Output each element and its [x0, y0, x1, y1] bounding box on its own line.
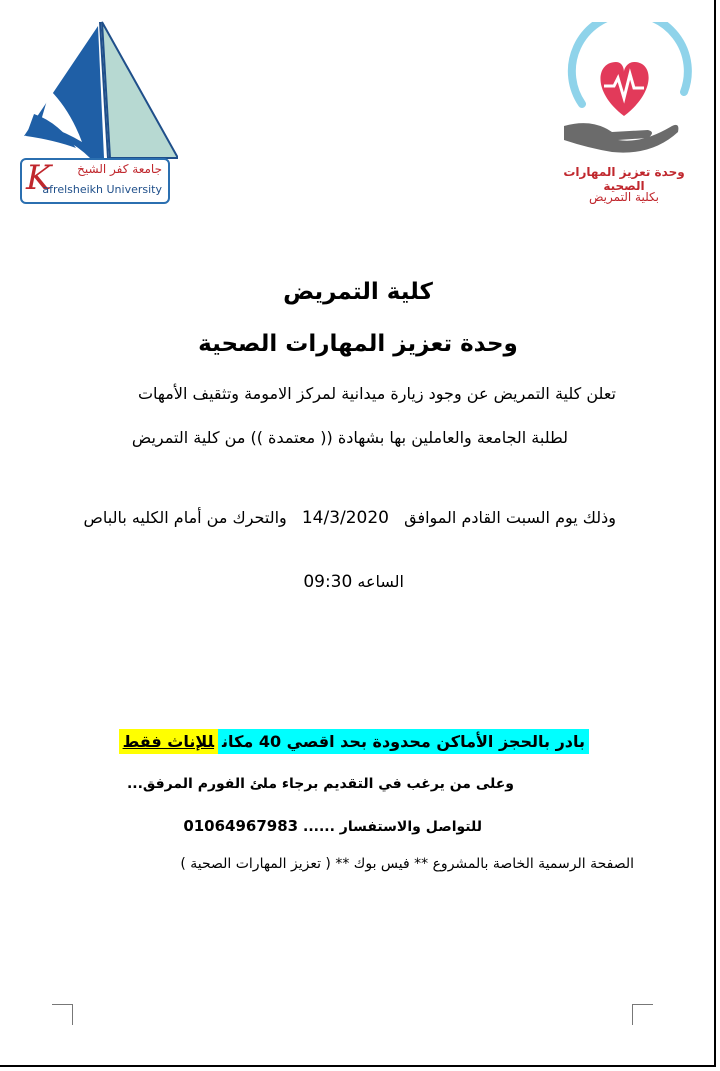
margin-corner-left — [52, 1004, 73, 1025]
heart-hand-icon — [552, 22, 696, 158]
page-title: كلية التمريض — [283, 279, 433, 305]
booking-note: للإناث فقط — [119, 729, 218, 754]
contact-label: للتواصل والاستفسار ...... — [303, 819, 482, 835]
unit-logo-title: وحدة تعزيز المهارات الصحية — [563, 165, 685, 193]
contact-line — [183, 817, 482, 835]
university-name-box — [20, 158, 170, 204]
university-english-name: afrelsheikh University — [42, 183, 162, 196]
unit-logo — [552, 22, 696, 212]
announcement-line-2: لطلبة الجامعة والعاملين بها بشهادة (( معتمدة )) من كلية التمريض — [131, 428, 568, 447]
schedule-line — [84, 508, 616, 528]
schedule-suffix: والتحرك من أمام الكليه بالباص — [83, 508, 287, 527]
time-line — [303, 572, 404, 592]
schedule-prefix: وذلك يوم السبت القادم الموافق — [404, 508, 616, 527]
schedule-date: 14/3/2020 — [301, 508, 389, 528]
university-logo — [10, 18, 178, 210]
university-k-letter: K — [26, 158, 52, 198]
official-page-text: الصفحة الرسمية الخاصة بالمشروع ** فيس بوك ** ( تعزيز المهارات الصحية ) — [180, 856, 634, 872]
time-value: 09:30 — [303, 572, 353, 592]
announcement-line-1: تعلن كلية التمريض عن وجود زيارة ميدانية لمركز الامومة وتثقيف الأمهات — [137, 384, 616, 403]
margin-corner-right — [632, 1004, 653, 1025]
contact-phone: 01064967983 — [183, 817, 299, 835]
booking-line — [119, 732, 589, 751]
sailboat-icon — [10, 18, 178, 168]
page-subtitle: وحدة تعزيز المهارات الصحية — [198, 331, 518, 357]
time-label: الساعه — [357, 572, 404, 591]
apply-text: وعلى من يرغب في التقديم برجاء ملئ الفورم المرفق... — [126, 776, 514, 792]
university-arabic-name: جامعة كفر الشيخ — [77, 162, 162, 176]
unit-logo-subtitle: بكلية التمريض — [588, 190, 660, 204]
booking-main: بادر بالحجز الأماكن محدودة بحد اقصي 40 مكان — [218, 729, 589, 754]
